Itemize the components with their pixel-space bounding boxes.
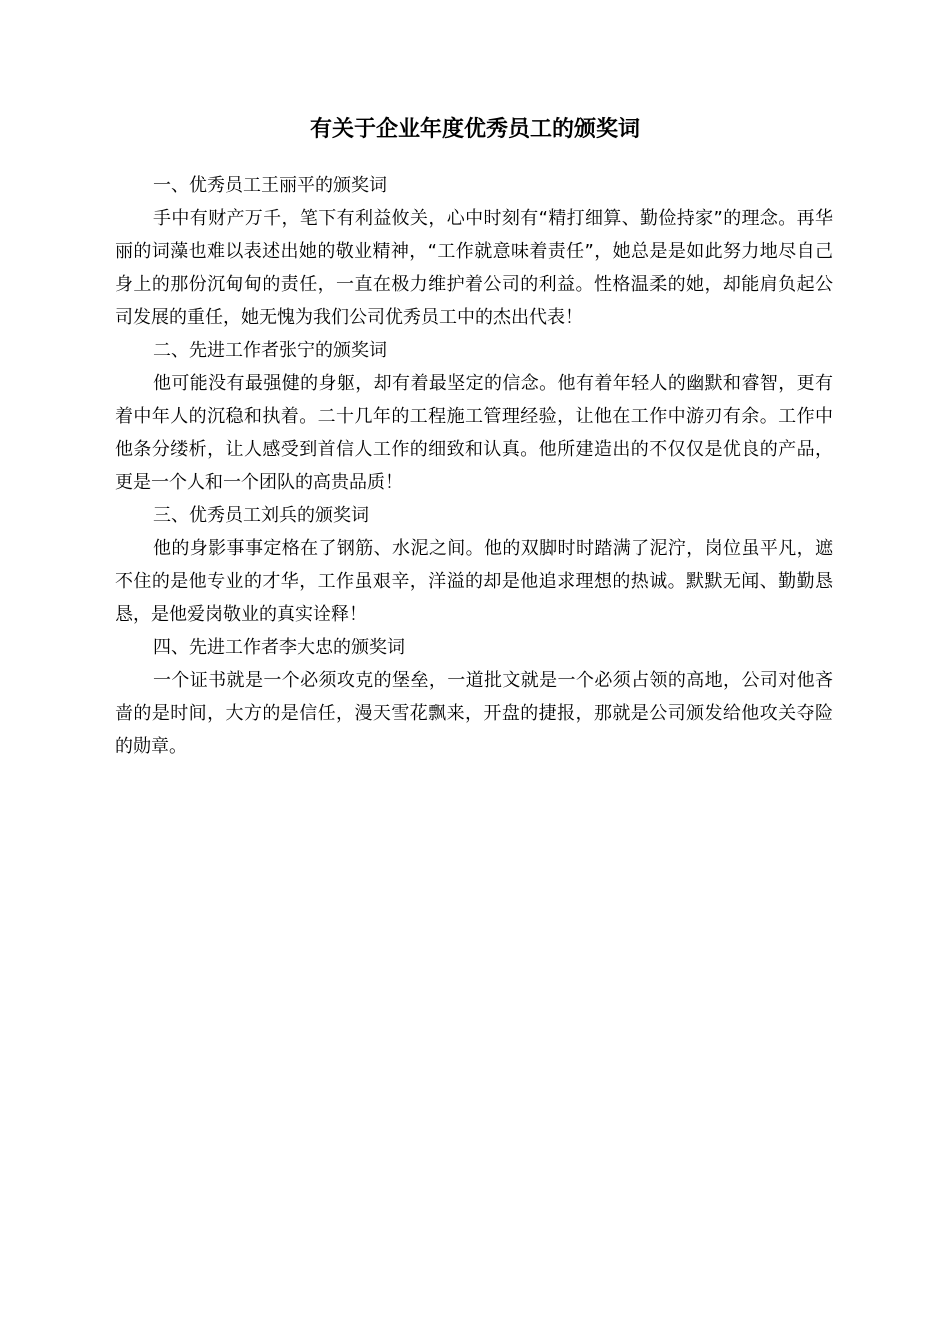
section-heading-4: 四、先进工作者李大忠的颁奖词 — [153, 637, 405, 658]
section-paragraph-2: 他可能没有最强健的身躯，却有着最坚定的信念。他有着年轻人的幽默和睿智，更有着中年人的沉稳和执着。二十几年的工程施工管理经验，让他在工作中游刃有余。工作中他条分缕析，让人感受到首信人工作的细致和认真。他所建造出的不仅仅是优良的产品，更是一个人和一个团队的高贵品质！ — [115, 373, 833, 493]
section-heading-1: 一、优秀员工王丽平的颁奖词 — [153, 175, 387, 196]
section-heading-2: 二、先进工作者张宁的颁奖词 — [153, 340, 387, 361]
section-heading-3: 三、优秀员工刘兵的颁奖词 — [153, 505, 369, 526]
document-body — [115, 169, 833, 763]
section-paragraph-3: 他的身影事事定格在了钢筋、水泥之间。他的双脚时时踏满了泥泞，岗位虽平凡，遮不住的是他专业的才华，工作虽艰辛，洋溢的却是他追求理想的热诚。默默无闻、勤勤恳恳，是他爱岗敬业的真实诠释！ — [115, 538, 833, 625]
section-paragraph-4: 一个证书就是一个必须攻克的堡垒，一道批文就是一个必须占领的高地，公司对他吝啬的是时间，大方的是信任，漫天雪花飘来，开盘的捷报，那就是公司颁发给他攻关夺险的勋章。 — [115, 670, 833, 757]
document-title: 有关于企业年度优秀员工的颁奖词 — [309, 117, 640, 142]
section-paragraph-1: 手中有财产万千，笔下有利益攸关，心中时刻有“精打细算、勤俭持家”的理念。再华丽的词藻也难以表述出她的敬业精神，“工作就意味着责任”，她总是是如此努力地尽自己身上的那份沉甸甸的责任，一直在极力维护着公司的利益。性格温柔的她，却能肩负起公司发展的重任，她无愧为我们公司优秀员工中的杰出代表！ — [115, 208, 833, 328]
